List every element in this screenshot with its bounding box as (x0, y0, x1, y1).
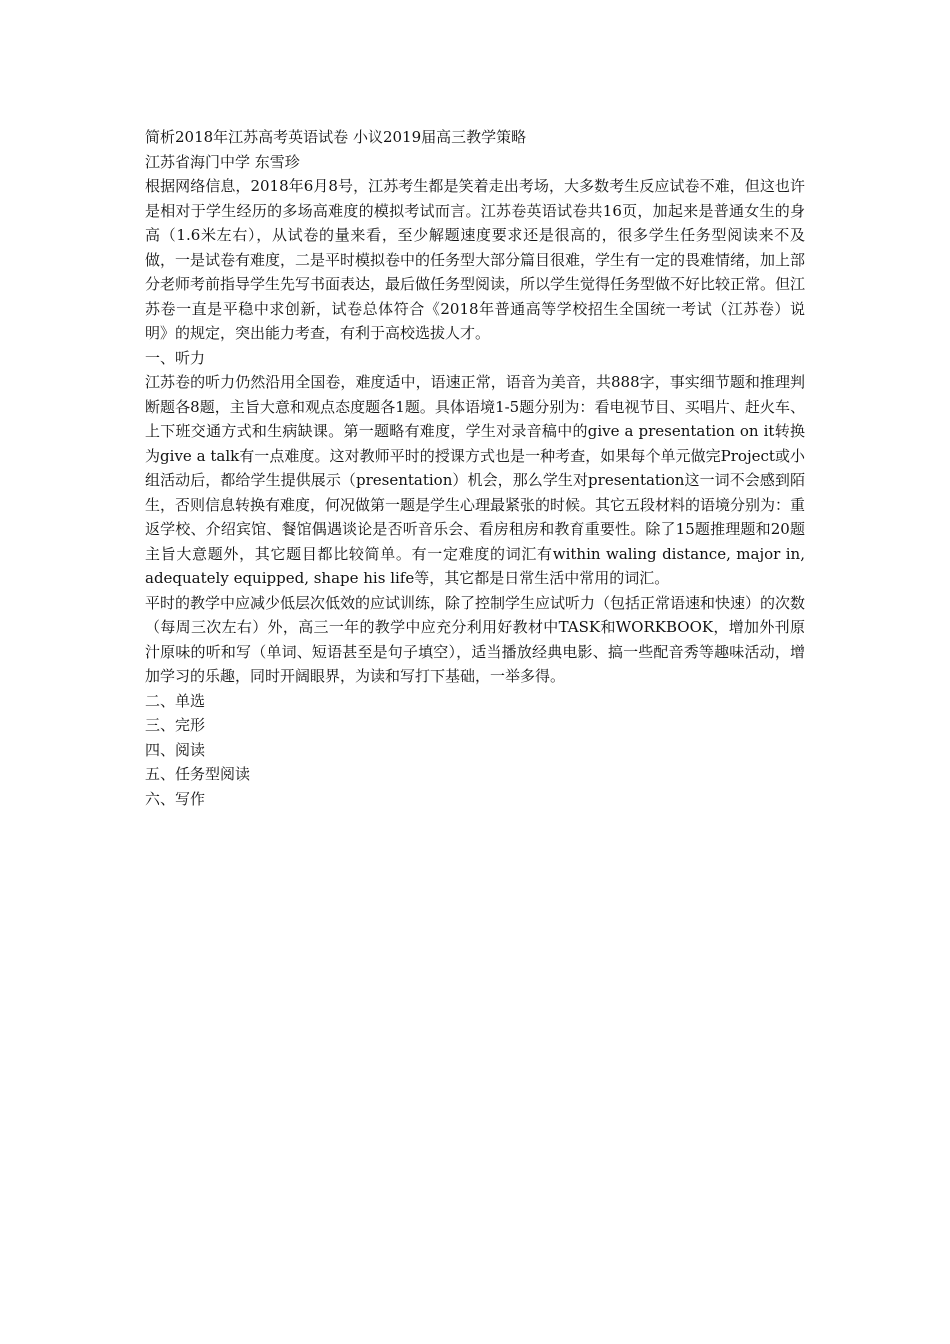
section-heading-task-reading: 五、任务型阅读 (145, 765, 251, 783)
listening-paragraph-1: 江苏卷的听力仍然沿用全国卷，难度适中，语速正常，语音为美音，共888字，事实细节题和推理判断题各8题，主旨大意和观点态度题各1题。具体语境1-5题分别为：看电视节目、买唱片、赶火车、上下班交通方式和生病缺课。第一题略有难度，学生对录音稿中的give a presentation on it转换为give a talk有一点难度。这对教师平时的授课方式也是一种考查，如果每个单元做完Project或小组活动后，都给学生提供展示（presentation）机会，那么学生对presentation这一词不会感到陌生，否则信息转换有难度，何况做第一题是学生心理最紧张的时候。其它五段材料的语境分别为：重返学校、介绍宾馆、餐馆偶遇谈论是否听音乐会、看房租房和教育重要性。除了15题推理题和20题主旨大意题外，其它题目都比较简单。有一定难度的词汇有within waling distance, major in, adequately equipped, shape his life等，其它都是日常生活中常用的词汇。 (145, 373, 806, 587)
section-heading-listening: 一、听力 (145, 348, 206, 367)
section-heading-reading: 四、阅读 (145, 740, 206, 759)
document-author: 江苏省海门中学 东雪珍 (145, 152, 300, 171)
section-heading-cloze: 三、完形 (145, 716, 206, 734)
section-heading-multiple-choice: 二、单选 (145, 691, 206, 710)
document-title: 简析2018年江苏高考英语试卷 小议2019届高三教学策略 (145, 128, 527, 146)
intro-paragraph: 根据网络信息，2018年6月8号，江苏考生都是笑着走出考场，大多数考生反应试卷不难，但这也许是相对于学生经历的多场高难度的模拟考试而言。江苏卷英语试卷共16页，加起来是普通女生的身高（1.6米左右），从试卷的量来看，至少解题速度要求还是很高的，很多学生任务型阅读来不及做，一是试卷有难度，二是平时模拟卷中的任务型大部分篇目很难，学生有一定的畏难情绪，加上部分老师考前指导学生先写书面表达，最后做任务型阅读，所以学生觉得任务型做不好比较正常。但江苏卷一直是平稳中求创新，试卷总体符合《2018年普通高等学校招生全国统一考试（江苏卷）说明》的规定，突出能力考查，有利于高校选拔人才。 (145, 177, 806, 342)
section-heading-writing: 六、写作 (145, 789, 206, 808)
document-body (145, 125, 805, 811)
listening-paragraph-2: 平时的教学中应减少低层次低效的应试训练，除了控制学生应试听力（包括正常语速和快速）的次数（每周三次左右）外，高三一年的教学中应充分利用好教材中TASK和WORKBOOK，增加外刊原汁原味的听和写（单词、短语甚至是句子填空），适当播放经典电影、搞一些配音秀等趣味活动，增加学习的乐趣，同时开阔眼界，为读和写打下基础，一举多得。 (145, 593, 806, 685)
